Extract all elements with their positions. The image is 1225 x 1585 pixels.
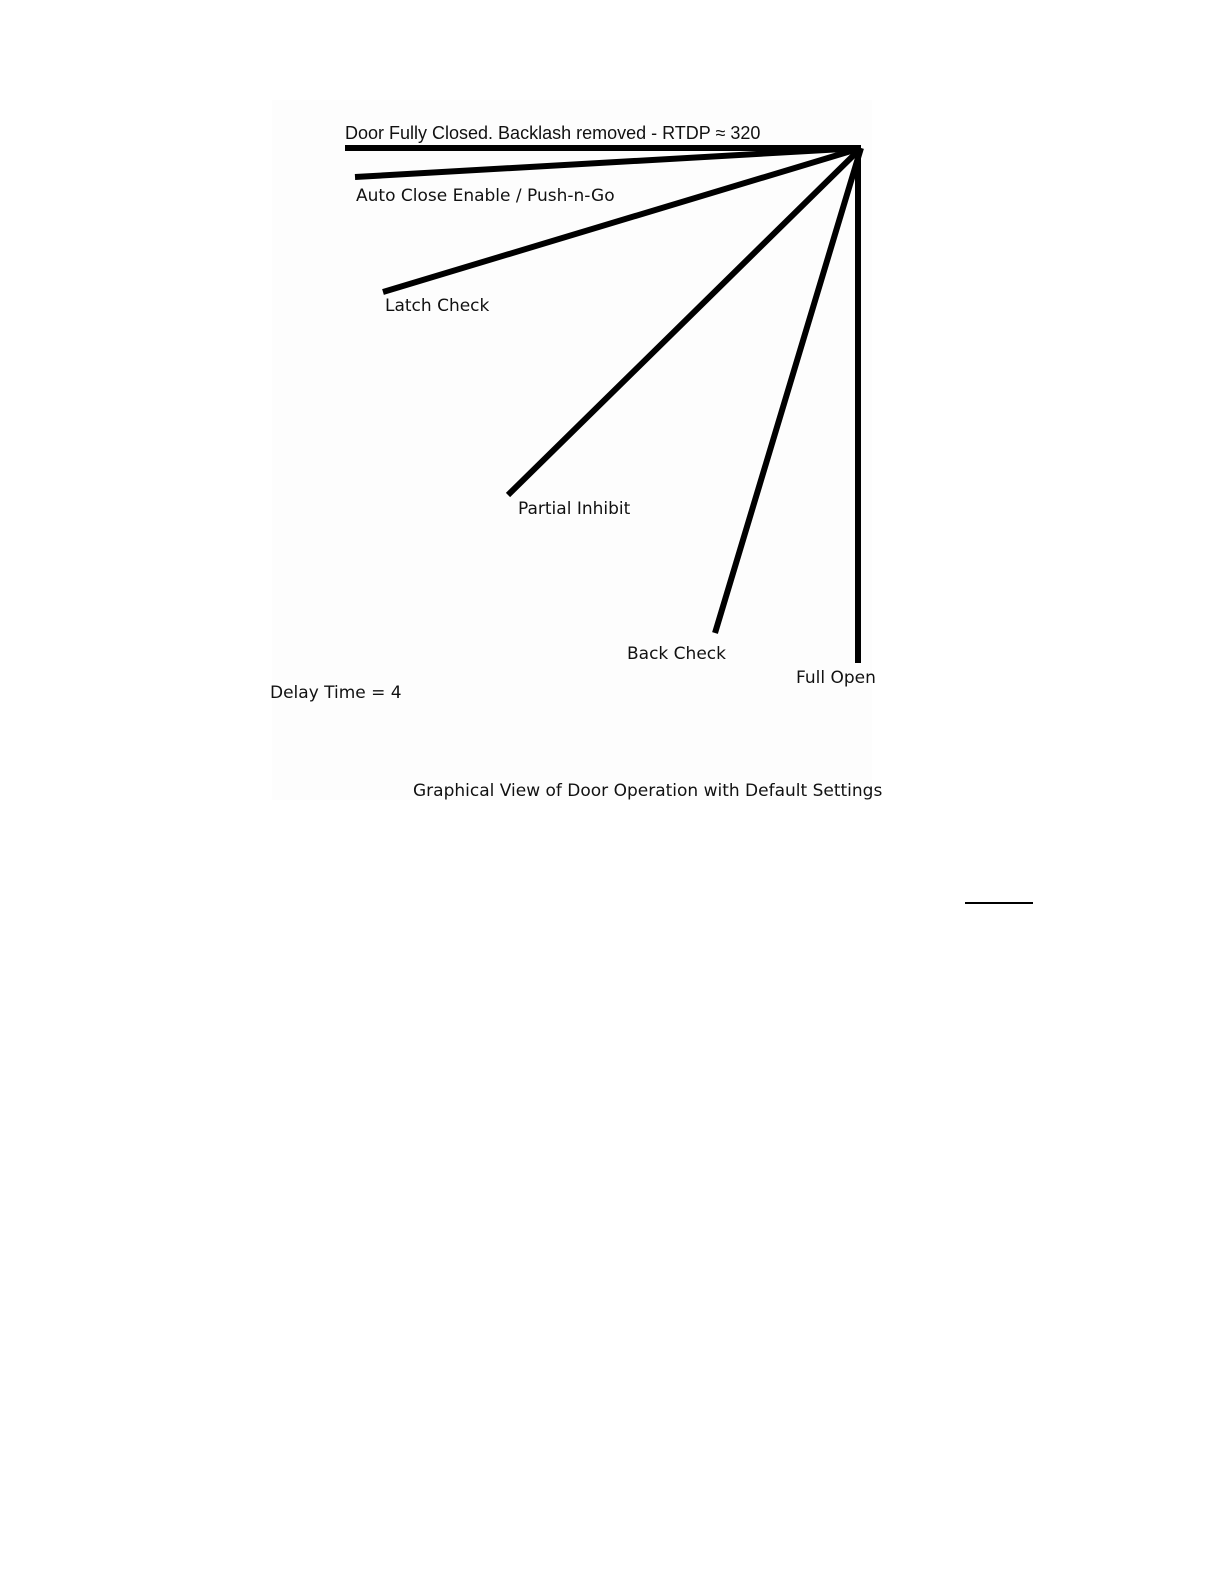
figure-caption: Graphical View of Door Operation with Default Settings bbox=[413, 781, 883, 801]
label-back-check: Back Check bbox=[627, 644, 726, 664]
label-partial-inhibit: Partial Inhibit bbox=[518, 499, 631, 519]
label-delay-time: Delay Time = 4 bbox=[270, 683, 402, 703]
label-auto-close: Auto Close Enable / Push-n-Go bbox=[356, 186, 615, 206]
underline-mark bbox=[965, 902, 1033, 904]
label-door-fully-closed: Door Fully Closed. Backlash removed - RTDP ≈ 320 bbox=[345, 123, 761, 143]
label-latch-check: Latch Check bbox=[385, 296, 490, 316]
label-full-open: Full Open bbox=[796, 668, 876, 688]
